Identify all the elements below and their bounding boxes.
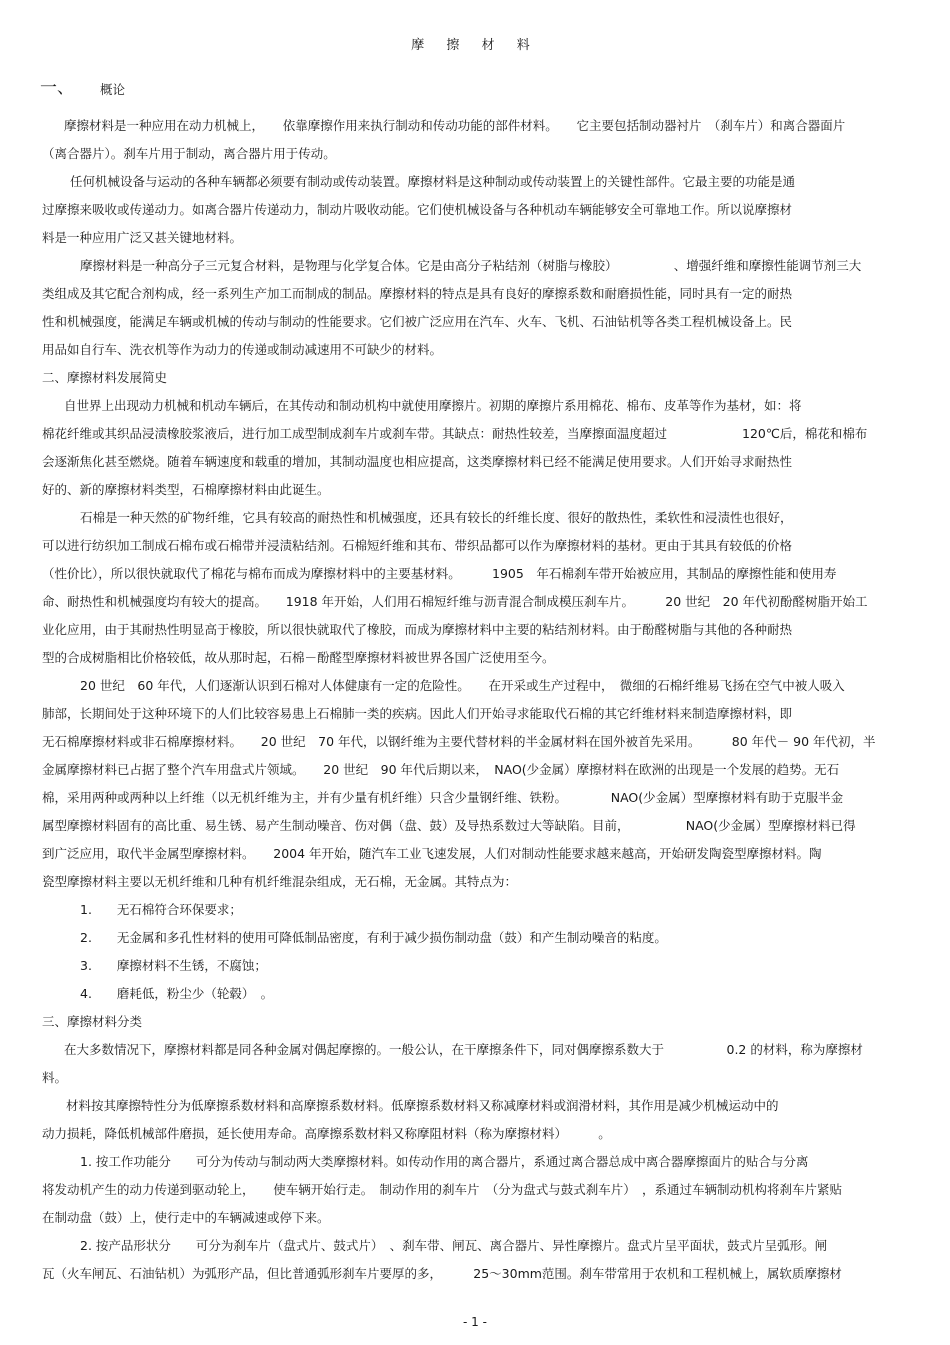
text-line: 瓷型摩擦材料主要以无机纤维和几种有机纤维混杂组成，无石棉，无金属。其特点为： <box>42 874 518 889</box>
text-line: 肺部，长期间处于这种环境下的人们比较容易患上石棉肺一类的疾病。因此人们开始寻求能取代石棉的其它纤维材料来制造摩擦材料，即 <box>42 706 793 721</box>
text-line: 业化应用，由于其耐热性明显高于橡胶，所以很快就取代了橡胶，而成为摩擦材料中主要的粘结剂材料。由于酚醛树脂与其他的各种耐热 <box>42 622 793 637</box>
text-line: 在制动盘（鼓）上，使行走中的车辆减速或停下来。 <box>42 1210 330 1225</box>
text-line: 型的合成树脂相比价格较低，故从那时起，石棉－酚醛型摩擦材料被世界各国广泛使用至今。 <box>42 650 555 665</box>
text-line: 任何机械设备与运动的各种车辆都必须要有制动或传动装置。摩擦材料是这种制动或传动装置上的关键性部件。它最主要的功能是通 <box>70 174 796 189</box>
text-line: 3. 摩擦材料不生锈，不腐蚀； <box>80 958 267 973</box>
text-line: 摩擦材料是一种应用在动力机械上， 依靠摩擦作用来执行制动和传动功能的部件材料。 它主要包括制动器衬片 （刹车片）和离合器面片 <box>64 118 846 133</box>
text-line: （离合器片）。刹车片用于制动，离合器片用于传动。 <box>42 146 336 161</box>
text-line: 会逐渐焦化甚至燃烧。随着车辆速度和载重的增加，其制动温度也相应提高，这类摩擦材料已经不能满足使用要求。人们开始寻求耐热性 <box>42 454 793 469</box>
text-line: 2. 按产品形状分 可分为刹车片（盘式片、鼓式片） 、刹车带、闸瓦、离合器片、异性摩擦片。盘式片呈平面状，鼓式片呈弧形。闸 <box>80 1238 828 1253</box>
text-line: 动力损耗，降低机械部件磨损，延长使用寿命。高摩擦系数材料又称摩阻材料（称为摩擦材料） 。 <box>42 1126 611 1141</box>
text-line: 在大多数情况下，摩擦材料都是同各种金属对偶起摩擦的。一般公认，在干摩擦条件下，同对偶摩擦系数大于 0.2 的材料，称为摩擦材 <box>64 1042 863 1057</box>
section-heading-overview <box>40 78 126 98</box>
section-title: 概论 <box>100 82 126 97</box>
text-line: 2. 无金属和多孔性材料的使用可降低制品密度，有利于减少损伤制动盘（鼓）和产生制动噪音的粘度。 <box>80 930 667 945</box>
text-line: 金属摩擦材料已占据了整个汽车用盘式片领域。 20 世纪 90 年代后期以来， NAO(少金属）摩擦材料在欧洲的出现是一个发展的趋势。无石 <box>42 762 840 777</box>
text-line: 料是一种应用广泛又甚关键地材料。 <box>42 230 243 245</box>
section-number: 一、 <box>40 78 74 98</box>
page-number: - 1 - <box>463 1315 487 1329</box>
text-line: 将发动机产生的动力传递到驱动轮上， 使车辆开始行走。 制动作用的刹车片 （分为盘式与鼓式刹车片） ，系通过车辆制动机构将刹车片紧贴 <box>42 1182 843 1197</box>
text-line: 1. 无石棉符合环保要求； <box>80 902 242 917</box>
text-line: 到广泛应用，取代半金属型摩擦材料。 2004 年开始，随汽车工业飞速发展，人们对制动性能要求越来越高，开始研发陶瓷型摩擦材料。陶 <box>42 846 822 861</box>
text-line: 棉花纤维或其织品浸渍橡胶浆液后，进行加工成型制成刹车片或刹车带。其缺点：耐热性较差，当摩擦面温度超过 120℃后，棉花和棉布 <box>42 426 868 441</box>
document-title: 摩 擦 材 料 <box>411 38 539 53</box>
text-line: 可以进行纺织加工制成石棉布或石棉带并浸渍粘结剂。石棉短纤维和其布、带织品都可以作为摩擦材料的基材。更由于其具有较低的价格 <box>42 538 793 553</box>
text-line: 棉，采用两种或两种以上纤维（以无机纤维为主，并有少量有机纤维）只含少量钢纤维、铁粉。 NAO(少金属）型摩擦材料有助于克服半金 <box>42 790 844 805</box>
text-line: （性价比），所以很快就取代了棉花与棉布而成为摩擦材料中的主要基材料。 1905 年石棉刹车带开始被应用，其制品的摩擦性能和使用寿 <box>42 566 837 581</box>
text-line: 自世界上出现动力机械和机动车辆后，在其传动和制动机构中就使用摩擦片。初期的摩擦片系用棉花、棉布、皮革等作为基材，如：将 <box>64 398 802 413</box>
text-line: 好的、新的摩擦材料类型，石棉摩擦材料由此诞生。 <box>42 482 330 497</box>
text-line: 用品如自行车、洗衣机等作为动力的传递或制动减速用不可缺少的材料。 <box>42 342 443 357</box>
text-line: 4. 磨耗低，粉尘少（轮毂） 。 <box>80 986 274 1001</box>
text-line: 性和机械强度，能满足车辆或机械的传动与制动的性能要求。它们被广泛应用在汽车、火车、飞机、石油钻机等各类工程机械设备上。民 <box>42 314 793 329</box>
text-line: 料。 <box>42 1070 68 1085</box>
text-line: 瓦（火车闸瓦、石油钻机）为弧形产品，但比普通弧形刹车片要厚的多， 25～30mm范围。刹车带常用于农机和工程机械上，属软质摩擦材 <box>42 1266 842 1281</box>
text-line: 三、摩擦材料分类 <box>42 1014 143 1029</box>
text-line: 20 世纪 60 年代，人们逐渐认识到石棉对人体健康有一定的危险性。 在开采或生产过程中， 微细的石棉纤维易飞扬在空气中被人吸入 <box>80 678 845 693</box>
text-line: 1. 按工作功能分 可分为传动与制动两大类摩擦材料。如传动作用的离合器片，系通过离合器总成中离合器摩擦面片的贴合与分离 <box>80 1154 809 1169</box>
text-line: 摩擦材料是一种高分子三元复合材料，是物理与化学复合体。它是由高分子粘结剂（树脂与橡胶） 、增强纤维和摩擦性能调节剂三大 <box>80 258 862 273</box>
text-line: 二、摩擦材料发展简史 <box>42 370 168 385</box>
text-line: 属型摩擦材料固有的高比重、易生锈、易产生制动噪音、伤对偶（盘、鼓）及导热系数过大等缺陷。目前， NAO(少金属）型摩擦材料已得 <box>42 818 856 833</box>
text-line: 命、耐热性和机械强度均有较大的提高。 1918 年开始，人们用石棉短纤维与沥青混合制成模压刹车片。 20 世纪 20 年代初酚醛树脂开始工 <box>42 594 868 609</box>
text-line: 石棉是一种天然的矿物纤维，它具有较高的耐热性和机械强度，还具有较长的纤维长度、很好的散热性，柔软性和浸渍性也很好， <box>80 510 793 525</box>
text-line: 过摩擦来吸收或传递动力。如离合器片传递动力，制动片吸收动能。它们使机械设备与各种机动车辆能够安全可靠地工作。所以说摩擦材 <box>42 202 793 217</box>
text-line: 材料按其摩擦特性分为低摩擦系数材料和高摩擦系数材料。低摩擦系数材料又称减摩材料或润滑材料，其作用是减少机械运动中的 <box>66 1098 779 1113</box>
text-line: 类组成及其它配合剂构成，经一系列生产加工而制成的制品。摩擦材料的特点是具有良好的摩擦系数和耐磨损性能，同时具有一定的耐热 <box>42 286 793 301</box>
text-line: 无石棉摩擦材料或非石棉摩擦材料。 20 世纪 70 年代，以钢纤维为主要代替材料的半金属材料在国外被首先采用。 80 年代－ 90 年代初，半 <box>42 734 876 749</box>
